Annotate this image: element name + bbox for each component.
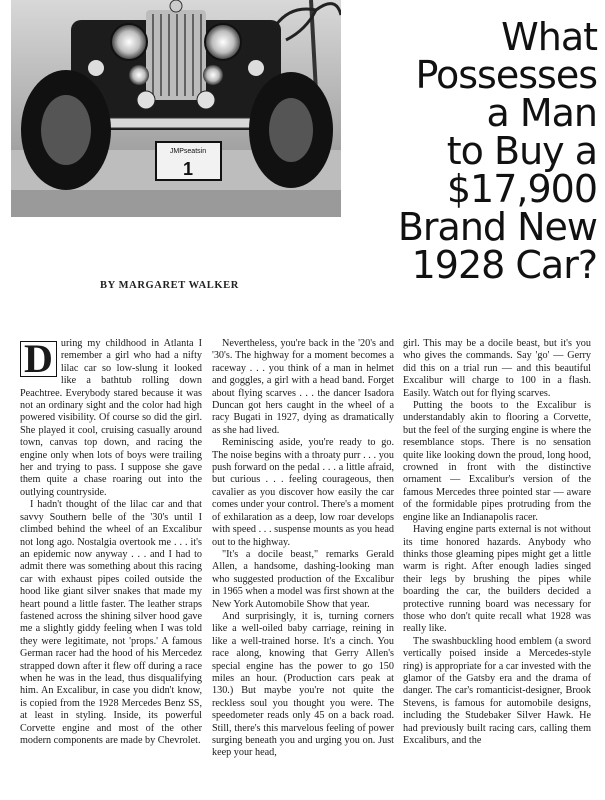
article-column-3 bbox=[403, 338, 591, 747]
article-paragraph: Putting the boots to the Excalibur is understandably akin to flooring a Corvette, but the feel of the surging engine is where the resemblance stops. There is no sensation quite like looking down the proud, long hood, crowned in front with the distinctive ornament — Excalibur's version of the famous Mercedes three pointed star — aware of the formidable pipes protruding from the engine like an Indianapolis racer. bbox=[403, 400, 591, 523]
article-photo bbox=[11, 0, 341, 217]
article-paragraph: Nevertheless, you're back in the '20's and '30's. The highway for a moment becomes a raceway . . . you think of a man in helmet and goggles, a girl with a head band. Forget about flying scarves . . . the dancer Isadora Duncan got hers caught in the wheel of a racy Bugati in 1927, dying as dramatically as she had lived. bbox=[212, 338, 394, 436]
article-paragraph: And surprisingly, it is, turning corners like a well-oiled baby carriage, reining in like a well-trained horse. It's a cinch. You race along, knowing that Gerry Allen's special engine has the power to go 150 miles an hour. (Production cars peak at 130.) But maybe you're not quite the reckless soul you thought you were. The speedometer reads only 45 on a back road. Still, there's this marvelous feeling of power surging beneath you and urging you on. Just keep your head, bbox=[212, 610, 394, 759]
plate-number: 1 bbox=[182, 159, 194, 179]
headline-line: Possesses bbox=[415, 53, 597, 97]
article-paragraph bbox=[20, 338, 202, 499]
drop-cap: D bbox=[20, 341, 57, 377]
article-column-1 bbox=[20, 338, 202, 747]
paragraph-text: uring my childhood in Atlanta I remember a girl who had a nifty lilac car so low-slung it looked like a bathtub rolling down Peachtree. Everybody stared because it was not an ordinary sight and the color had high powered visibility. Of course so did the girl. She played it cool, cruising casually around town, canvas top down, and racing the engine only when lots of boys were trailing her and trying to pass. I suppose she gave them quite a chase roaring out into the outlying countryside. bbox=[20, 338, 202, 498]
byline: BY MARGARET WALKER bbox=[100, 280, 239, 291]
article-column-2 bbox=[212, 338, 394, 760]
article-paragraph: "It's a docile beast," remarks Gerald Allen, a handsome, dashing-looking man who suggested production of the Excalibur in 1965 when a model was first shown at the New York Automobile Show that year. bbox=[212, 548, 394, 610]
article-paragraph: Reminiscing aside, you're ready to go. The noise begins with a throaty purr . . . you push forward on the pedal . . . a little afraid, but curious . . . feeling courageous, then cavalier as you discover how easily the car comes under your control. There's a moment of exhilaration as a deep, low roar develops with speed . . . suspense mounts as you head out to the highway. bbox=[212, 437, 394, 548]
article-paragraph: The swashbuckling hood emblem (a sword vertically poised inside a Mercedes-style ring) is appropriate for a car invested with the glamor of the Gatsby era and the drama of danger. The car's romanticist-designer, Brook Stevens, is famous for automobile designs, including the Studebaker Silver Hawk. He had previously built racing cars, calling them Excaliburs, and the bbox=[403, 635, 591, 746]
headline-line: to Buy a bbox=[446, 129, 597, 173]
headline-line: 1928 Car? bbox=[411, 243, 597, 287]
plate-text: JMPseatsin bbox=[169, 148, 207, 155]
headline-line: Brand New bbox=[397, 205, 597, 249]
article-paragraph: Having engine parts external is not without its time honored hazards. Anybody who thinks those gleaming pipes might get a little warm is right. After enough ladies singed their legs by brushing the pipes while boarding the car, the builders decided a protective running board was necessary for those who don't quite recall what 1928 was really like. bbox=[403, 524, 591, 635]
headline-line: $17,900 bbox=[446, 167, 597, 211]
headline-line: a Man bbox=[486, 91, 597, 135]
article-paragraph: girl. This may be a docile beast, but it's you who gives the commands. Say 'go' — Gerry did this on a trial run — and this beautiful Excalibur will charge to 100 in a flash. Easily. Watch out for flying scarves. bbox=[403, 338, 591, 399]
headline-line: What bbox=[501, 15, 597, 59]
vintage-car-photo-icon bbox=[11, 0, 341, 217]
article-paragraph: I hadn't thought of the lilac car and that savvy Southern belle of the '30's until I climbed behind the wheel of an Excalibur not long ago. Nostalgia overtook me . . . it's an epidemic now anyway . . . and I had to admit there was something about this racing car with exhaust pipes coiled outside the hood like giant silver snakes that made my heart pound a little faster. The leather straps fastened across the shining silver hood gave me a slightly giddy feeling when I was told they were legitimate, not 'props.' A famous German racer had the hood of his Mercedez strapped down after it flew off during a race when he was in the lead, thus disqualifying him. An Excalibur, in case you didn't know, is copied from the 1928 Mercedes Benz SS, at least in styling. Inside, its powerful Corvette engine and most of the other modern components are made by Chevrolet. bbox=[20, 499, 202, 746]
headline bbox=[347, 15, 597, 287]
